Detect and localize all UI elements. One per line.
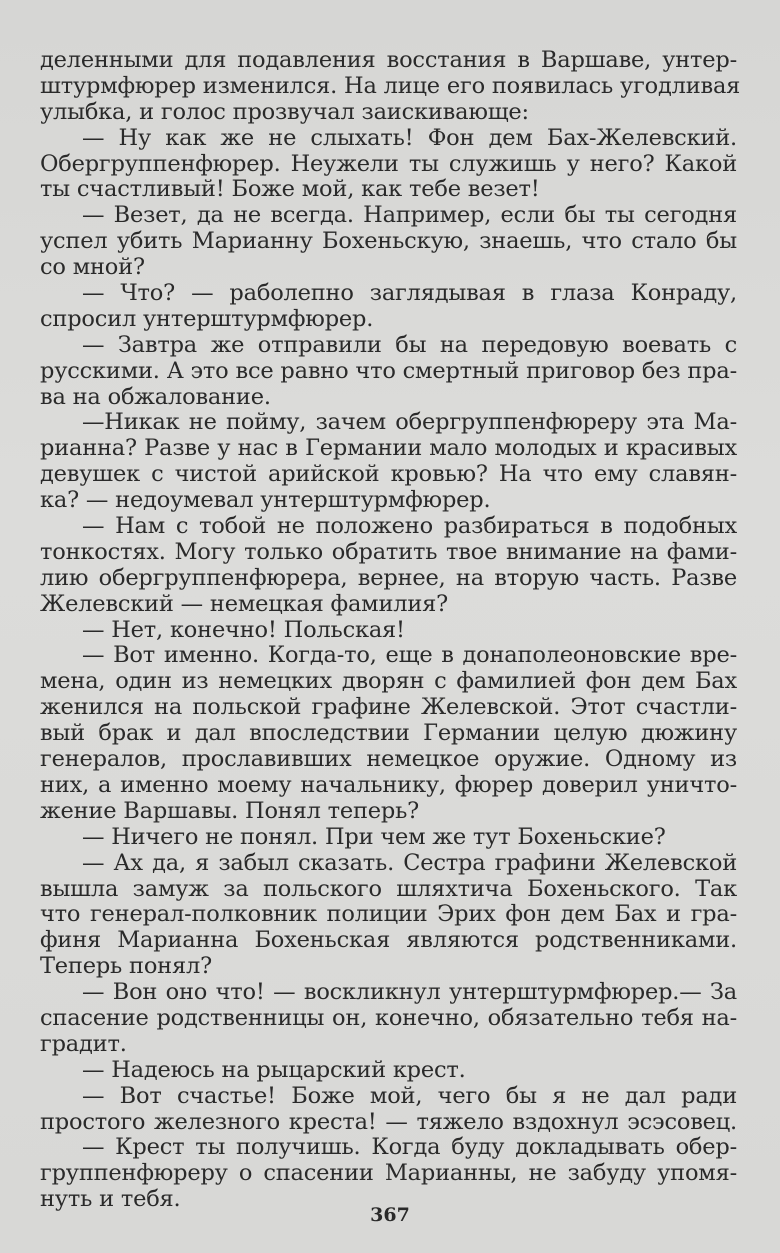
text-line: рианна? Разве у нас в Германии мало молодых и красивых [40, 435, 737, 462]
text-line: — Вон оно что! — воскликнул унтерштурмфюрер.— За [82, 979, 737, 1006]
text-line: них, а именно моему начальнику, фюрер доверил уничто- [40, 771, 737, 798]
text-line: финя Марианна Бохеньская являются родственниками. [40, 927, 737, 954]
text-line: тонкостях. Могу только обратить твое внимание на фами- [40, 538, 737, 565]
text-line: успел убить Марианну Бохеньскую, знаешь, что стало бы [40, 228, 737, 255]
text-line: деленными для подавления восстания в Варшаве, унтер- [40, 47, 737, 73]
text-line: девушек с чистой арийской кровью? На что ему славян- [40, 461, 737, 488]
text-line: — Вот счастье! Боже мой, чего бы я не дал ради [82, 1082, 737, 1109]
text-line: — Ах да, я забыл сказать. Сестра графини Желевской [82, 849, 737, 876]
text-line: вый брак и дал впоследствии Германии целую дюжину [40, 720, 737, 747]
text-line: вышла замуж за польского шляхтича Бохеньского. Так [40, 875, 737, 902]
text-line: что генерал-полковник полиции Эрих фон дем Бах и гра- [40, 901, 737, 928]
text-line: Желевский — немецкая фамилия? [40, 590, 449, 617]
text-line: женился на польской графине Желевской. Этот счастли- [40, 694, 737, 721]
text-line: — Ничего не понял. При чем же тут Бохеньские? [82, 823, 666, 850]
text-line: — Что? — раболепно заглядывая в глаза Конраду, [82, 280, 737, 307]
text-line: — Крест ты получишь. Когда буду докладывать обер- [82, 1134, 737, 1161]
text-line: — Завтра же отправили бы на передовую воевать с [82, 331, 737, 358]
text-line: — Нам с тобой не положено разбираться в подобных [82, 513, 737, 540]
text-line: градит. [40, 1030, 127, 1057]
text-line: группенфюреру о спасении Марианны, не забуду упомя- [40, 1160, 737, 1187]
text-line: — Везет, да не всегда. Например, если бы ты сегодня [82, 202, 737, 229]
text-line: ва на обжалование. [40, 383, 271, 410]
text-line: со мной? [40, 254, 145, 281]
text-line: — Надеюсь на рыцарский крест. [82, 1056, 466, 1083]
text-line: —Никак не пойму, зачем обергруппенфюреру эта Ма- [82, 409, 737, 436]
text-line: русскими. А это все равно что смертный приговор без пра- [40, 357, 737, 384]
text-line: ка? — недоумевал унтерштурмфюрер. [40, 487, 491, 514]
text-line: Обергруппенфюрер. Неужели ты служишь у него? Какой [40, 150, 737, 177]
page-number: 367 [370, 1204, 410, 1226]
text-line: ты счастливый! Боже мой, как тебе везет! [40, 176, 540, 203]
text-line: — Нет, конечно! Польская! [82, 616, 405, 643]
text-line: нуть и тебя. [40, 1186, 181, 1213]
text-line: спасение родственницы он, конечно, обязательно тебя на- [40, 1004, 737, 1031]
text-line: Теперь понял? [40, 953, 212, 980]
text-line: генералов, прославивших немецкое оружие. Одному из [40, 746, 737, 773]
text-line: жение Варшавы. Понял теперь? [40, 797, 420, 824]
text-line: штурмфюрер изменился. На лице его появилась угодливая [40, 72, 741, 99]
text-line: — Вот именно. Когда-то, еще в донаполеоновские вре- [82, 642, 737, 669]
text-line: улыбка, и голос прозвучал заискивающе: [40, 98, 529, 125]
text-line: мена, один из немецких дворян с фамилией фон дем Бах [40, 668, 737, 695]
text-line: простого железного креста! — тяжело вздохнул эсэсовец. [40, 1108, 737, 1135]
body-text [40, 47, 741, 1213]
text-line: — Ну как же не слыхать! Фон дем Бах-Желевский. [82, 124, 737, 151]
text-line: лию обергруппенфюрера, вернее, на вторую часть. Разве [40, 564, 737, 591]
text-line: спросил унтерштурмфюрер. [40, 305, 374, 332]
